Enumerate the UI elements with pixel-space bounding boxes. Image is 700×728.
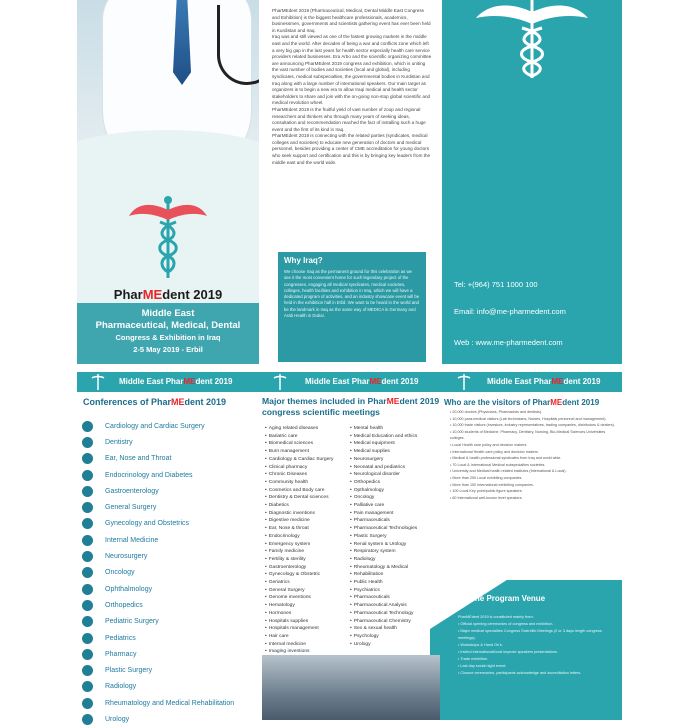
list-item: • Burn management [265,448,350,456]
list-item: • Genome inventions [265,594,350,602]
list-item: • Hair care [265,633,350,641]
specialty-icon [82,551,93,562]
list-item: • Chronic Diseases [265,471,350,479]
why-iraq-box [278,252,426,362]
list-item: • Hormones [265,610,350,618]
list-item: Orthopedics [82,597,257,613]
subtitle-line: Congress & Exhibition in Iraq [115,333,221,342]
list-item: • Imaging inventions [265,648,350,656]
list-item: Neurosurgery [82,548,257,564]
list-item: • Rheumatology & Medical [350,564,435,572]
list-item: • Pharmaceuticals [350,594,435,602]
band-title: Middle East PharMEdent 2019 [305,377,419,386]
conferences-heading: Conferences of PharMEdent 2019 [83,397,227,407]
list-item: • Radiology [350,556,435,564]
list-item: • Psychology [350,633,435,641]
list-item: • Invited international/local keynote speakers presentations. [458,650,558,654]
contact-panel [442,0,622,364]
list-item: • Respiratory system [350,548,435,556]
list-item: • 10,000 trade visitors (investors, industry representatives, trading companies, distributors & dealers). [450,423,615,428]
about-paragraph: PharMEdent 2019 (Pharmaceutical, Medical, Dental Middle East Congress and Exhibition) is the biggest healthcare professionals, academics, businessmen, governments and scientists gathering event has ever been held in Kurdistan and Iraq. [272,8,431,33]
list-item: • Official opening ceremonies of congress and exhibition. [458,622,554,626]
visitors-list [450,409,620,501]
list-item: • Hematology [265,602,350,610]
contact-email[interactable]: Email: info@me-pharmedent.com [454,307,566,316]
list-item: • Palliative care [350,502,435,510]
why-iraq-title: Why Iraq? [284,256,323,265]
list-item: • 10,000 para-medical visitors (Lab technicians, Nurses, Hospitals personnel and management). [450,416,607,421]
list-item: • Public Health [350,579,435,587]
list-item: • Medical & health professional syndicates from Iraq and world wide. [450,456,562,461]
list-item: • Diabetics [265,502,350,510]
specialty-icon [82,486,93,497]
list-item: • Major medical specialties Congress Scientific Meetings (2 or 3 days length congress meetings). [458,629,602,640]
venue-intro: PharMEdent 2019 is constituted mainly from: [458,615,534,619]
event-title: PharMEdent 2019 [113,287,223,302]
list-item: • Medical equipment [350,440,435,448]
list-item: • Hospitals supplies [265,618,350,626]
list-item: • Sex & sexual health [350,625,435,633]
list-item: Endocrinology and Diabetes [82,467,257,483]
specialty-icon [82,584,93,595]
list-item: • Pharmaceutical Chemistry [350,618,435,626]
list-item: • Pain management [350,510,435,518]
list-item: • Aging related diseases [265,425,350,433]
list-item: Pediatrics [82,630,257,646]
specialty-icon [82,453,93,464]
list-item: Cardiology and Cardiac Surgery [82,418,257,434]
list-item: • 20,000 doctors (Physicians, Pharmacists and dentists). [450,410,543,414]
list-item: • Gastroenterology [265,564,350,572]
list-item: • Orthopedics [350,479,435,487]
caduceus-icon [472,0,592,80]
specialty-icon [82,518,93,529]
list-item: • Diagnostic inventions [265,510,350,518]
list-item: • 10,000 students of Medicine, Pharmacy, Dentistry, Nursing, Bio-Medical Sciences Universities colleges. [450,429,606,441]
list-item: • Last day social night event. [458,664,507,668]
photo-arc [77,130,259,178]
specialty-icon [82,616,93,627]
about-paragraph: PharMEdent 2019 is connecting with the related parties (syndicates, medical colleges and societies) to educate new generation of doctors and medical personnel, besides providing a center of CME accreditation for young doctors who seek support and certification and this is by bringing key leaders from the middle east and the world wide. [272,133,431,165]
themes-heading: Major themes included in PharMEdent 2019 congress scientific meetings [262,396,440,417]
cover-panel [77,0,259,364]
list-item: • Local Health care policy and decision makers. [450,442,528,447]
list-item: • Renal system & Urology [350,541,435,549]
list-item: • Digestive medicine [265,517,350,525]
list-item: • Bariatric care [265,433,350,441]
list-item: • Neurosurgery [350,456,435,464]
list-item: Plastic Surgery [82,662,257,678]
list-item: Internal Medicine [82,532,257,548]
specialty-icon [82,600,93,611]
list-item: • 70 Local & International Medical subspecialties societies. [450,462,546,467]
visitors-heading: Who are the visitors of PharMEdent 2019 [444,398,600,407]
subtitle-line: Middle East [141,308,195,319]
contact-phone[interactable]: Tel: +(964) 751 1000 100 [454,280,538,289]
list-item: • Urology [350,641,435,649]
list-item: Pharmacy [82,646,257,662]
list-item: • Rehabilitation [350,571,435,579]
specialty-icon [82,421,93,432]
list-item: • Oncology [350,494,435,502]
list-item: • Closure ceremonies, participants acknowledge and accreditation letters. [458,671,582,675]
list-item: • University and Medical health related institutes (International & Local). [450,469,567,474]
list-item: • Biomedical sciences [265,440,350,448]
list-item: • Pharmaceutical Technologies [350,525,435,533]
specialty-icon [82,437,93,448]
why-iraq-text: We choose Iraq as the permanent ground for this celebration as we see it the most convenient home for such legendary project of the congresses, engaging all medical syndicates, medical societies, colleges, health facilities and exhibition in Iraq, which we will have a dedicated program of activities, and an industry showcase event will be held in the exhibition hall in Erbil. We want to be heard in the world and be the landmark in Iraq as the same way of MEDICA in Germany and Arab Health in Dubai. [284,269,420,319]
contact-website[interactable]: Web : www.me-pharmedent.com [454,338,563,347]
list-item: • Plastic Surgery [350,533,435,541]
specialty-icon [82,698,93,709]
list-item: • Neonatal and pediatrics [350,464,435,472]
about-paragraph: Iraq was and still viewed as one of the fastest growing markets in the middle east and the world. After decades of being a war and conflicts zone which left a very big gap in the last years for health sector especially health care service providers related businesses. Era Arbo and the scientific organizing committee are announcing PharMEdent 2019 congress and exhibition, which is uniting the vast number of bodies and societies (local and global), including syndicates, medical subspecialties, the governmental bodies in Kurdistan and Iraq along with a large number of international speakers. Our main target as organizers is to begin a new era to allow Iraqi medical and health sector stakeholders to share and join with the on-going non-stop global scientific and medical revolution wheel. [272,34,432,106]
list-item: • Family medicine [265,548,350,556]
list-item: • More than 250 Local exhibiting companies. [450,475,523,480]
list-item: • Psychiatrics [350,587,435,595]
list-item: • General Surgery [265,587,350,595]
stethoscope-icon [217,5,259,85]
list-item: Ear, Nose and Throat [82,451,257,467]
about-paragraph: PharMEdent 2019 is the fruitful yield of vast number of zoop and regional researchers and thinkers who through many years of seeking ideas, consultation and recommendation reached the fact of installing such a huge event and the first of its kind in Iraq. [272,106,426,132]
list-item: • Mental health [350,425,435,433]
themes-list-1 [265,425,350,687]
list-item: • Medical Education and ethics [350,433,435,441]
specialty-icon [82,535,93,546]
list-item: • Ear, Nose & throat [265,525,350,533]
list-item: • Geriatrics [265,579,350,587]
list-item: • Cardiology & Cardiac Surgery [265,456,350,464]
list-item: • Cosmetics and Body care [265,487,350,495]
list-item: • Pharmaceuticals [350,517,435,525]
list-item: • Endocrinology [265,533,350,541]
list-item: • Clinical pharmacy [265,464,350,472]
event-date: 2-5 May 2019 - Erbil [133,345,203,354]
list-item: • International Health care policy and decision makers. [450,449,539,454]
list-item: • Medical supplies [350,448,435,456]
list-item: • 100 Local Key point/public figure speakers. [450,489,523,494]
band-title: Middle East PharMEdent 2019 [119,377,233,386]
conferences-list [82,418,257,728]
themes-list-2 [350,425,435,648]
venue-title: The Program Venue [470,594,546,603]
header-band [77,372,622,392]
specialty-icon [82,681,93,692]
list-item: • Workshops & Hand On's. [458,643,503,647]
list-item: • More than 100 International exhibiting companies. [450,482,534,487]
list-item: • Dentistry & Dental sciences [265,494,350,502]
caduceus-icon [91,374,105,390]
list-item: Pediatric Surgery [82,614,257,630]
list-item: Rheumatology and Medical Rehabilitation [82,695,257,711]
list-item: • Community health [265,479,350,487]
caduceus-icon [127,192,209,282]
band-title: Middle East PharMEdent 2019 [487,377,601,386]
specialty-icon [82,470,93,481]
list-item: • 60 International well-known level speakers. [450,495,523,500]
specialty-icon [82,633,93,644]
caduceus-icon [457,374,471,390]
list-item: General Surgery [82,499,257,515]
list-item: • Opthalmology [350,487,435,495]
subtitle-line: Pharmaceutical, Medical, Dental [95,320,241,331]
list-item: Ophthalmology [82,581,257,597]
conference-audience-photo [262,655,440,720]
venue-list [458,614,618,677]
list-item: • Gynecology & Obstetric [265,571,350,579]
list-item: • Pharmaceutical Analysis [350,602,435,610]
list-item: • Fertility & sterility [265,556,350,564]
specialty-icon [82,649,93,660]
list-item: • Trade exhibition. [458,657,489,661]
specialty-icon [82,665,93,676]
list-item: • Internal medicine [265,641,350,649]
specialty-icon [82,567,93,578]
list-item: • Emergency system [265,541,350,549]
list-item: Oncology [82,565,257,581]
list-item: Gastroenterology [82,483,257,499]
list-item: Radiology [82,679,257,695]
list-item: Urology [82,711,257,727]
about-text [272,8,432,254]
event-subtitle [77,308,259,356]
list-item: • Pharmaceutical Technology [350,610,435,618]
doctor-photo [77,0,259,178]
list-item: • Neurological disorder [350,471,435,479]
specialty-icon [82,714,93,725]
specialty-icon [82,502,93,513]
list-item: Dentistry [82,434,257,450]
list-item: • Hospitals management [265,625,350,633]
caduceus-icon [273,374,287,390]
list-item: Gynecology and Obstetrics [82,516,257,532]
